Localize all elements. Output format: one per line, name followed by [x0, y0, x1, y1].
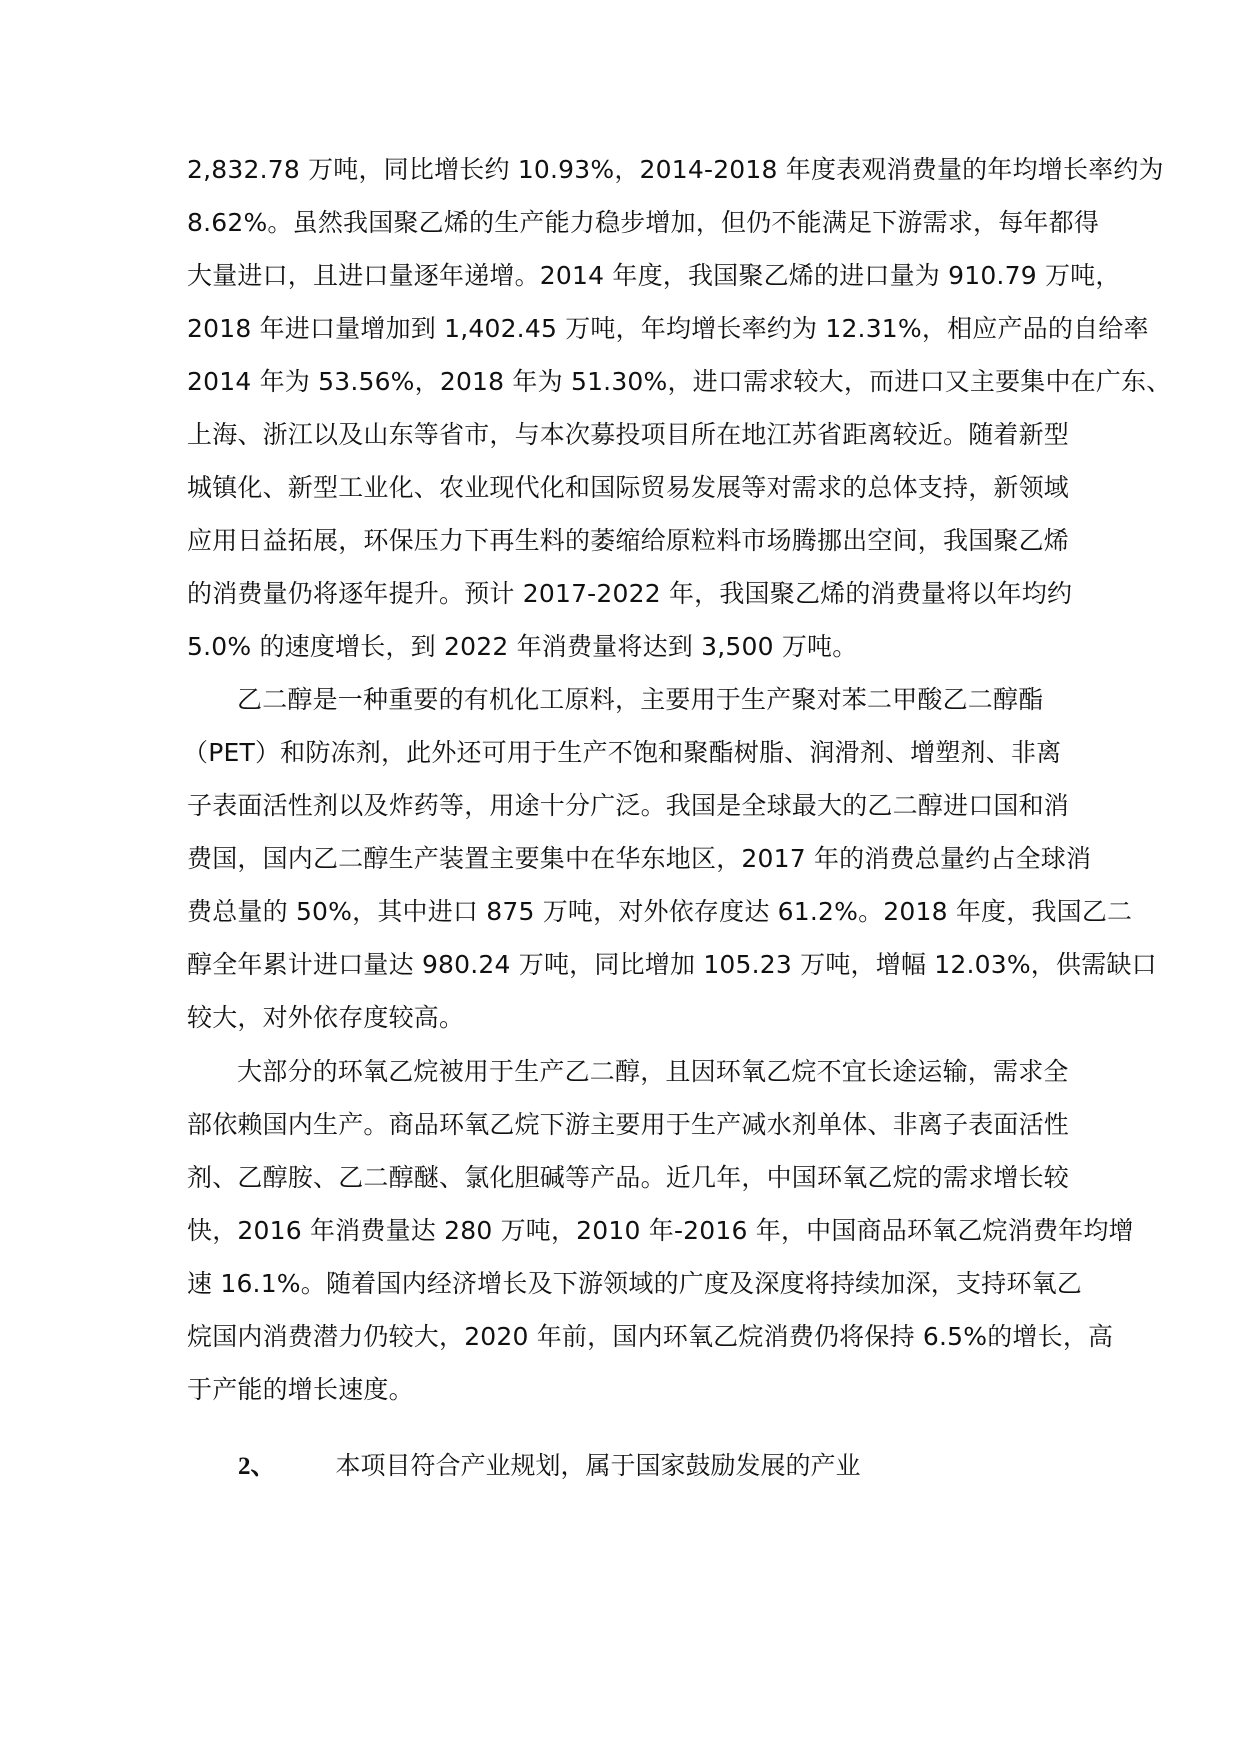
- paragraph-line: 大量进口，且进口量逐年递增。2014 年度，我国聚乙烯的进口量为 910.79 万吨，: [187, 261, 1121, 290]
- paragraph-line: （PET）和防冻剂，此外还可用于生产不饱和聚酯树脂、润滑剂、增塑剂、非离: [183, 738, 1062, 767]
- paragraph-line: 较大，对外依存度较高。: [187, 1003, 465, 1032]
- paragraph-line: 烷国内消费潜力仍较大，2020 年前，国内环氧乙烷消费仍将保持 6.5%的增长，高: [187, 1322, 1114, 1351]
- paragraph-line: 应用日益拓展，环保压力下再生料的萎缩给原粒料市场腾挪出空间，我国聚乙烯: [187, 526, 1070, 555]
- section-number: 2、: [238, 1453, 276, 1480]
- section-heading: [238, 1449, 861, 1484]
- paragraph-line: 部依赖国内生产。商品环氧乙烷下游主要用于生产减水剂单体、非离子表面活性: [187, 1110, 1070, 1139]
- paragraph-line: 乙二醇是一种重要的有机化工原料，主要用于生产聚对苯二甲酸乙二醇酯: [237, 685, 1044, 714]
- paragraph-line: 2014 年为 53.56%，2018 年为 51.30%，进口需求较大，而进口又主要集中在广东、: [187, 367, 1172, 396]
- paragraph-line: 醇全年累计进口量达 980.24 万吨，同比增加 105.23 万吨，增幅 12.03%，供需缺口: [187, 950, 1157, 979]
- paragraph-line: 8.62%。虽然我国聚乙烯的生产能力稳步增加，但仍不能满足下游需求，每年都得: [187, 208, 1100, 237]
- paragraph-line: 的消费量仍将逐年提升。预计 2017-2022 年，我国聚乙烯的消费量将以年均约: [187, 579, 1073, 608]
- paragraph-line: 费总量的 50%，其中进口 875 万吨，对外依存度达 61.2%。2018 年度，我国乙二: [187, 897, 1133, 926]
- paragraph-line: 剂、乙醇胺、乙二醇醚、氯化胆碱等产品。近几年，中国环氧乙烷的需求增长较: [187, 1163, 1070, 1192]
- paragraph-line: 2,832.78 万吨，同比增长约 10.93%，2014-2018 年度表观消费量的年均增长率约为: [187, 155, 1164, 184]
- paragraph-line: 2018 年进口量增加到 1,402.45 万吨，年均增长率约为 12.31%，相应产品的自给率: [187, 314, 1149, 343]
- paragraph-line: 5.0% 的速度增长，到 2022 年消费量将达到 3,500 万吨。: [187, 632, 858, 661]
- paragraph-line: 上海、浙江以及山东等省市，与本次募投项目所在地江苏省距离较近。随着新型: [187, 420, 1070, 449]
- paragraph-line: 子表面活性剂以及炸药等，用途十分广泛。我国是全球最大的乙二醇进口国和消: [187, 791, 1070, 820]
- paragraph-line: 速 16.1%。随着国内经济增长及下游领域的广度及深度将持续加深，支持环氧乙: [187, 1269, 1082, 1298]
- paragraph-line: 城镇化、新型工业化、农业现代化和国际贸易发展等对需求的总体支持，新领域: [187, 473, 1070, 502]
- paragraph-line: 费国，国内乙二醇生产装置主要集中在华东地区，2017 年的消费总量约占全球消: [187, 844, 1092, 873]
- paragraph-line: 于产能的增长速度。: [187, 1375, 414, 1404]
- section-title: 本项目符合产业规划，属于国家鼓励发展的产业: [335, 1451, 861, 1480]
- paragraph-line: 大部分的环氧乙烷被用于生产乙二醇，且因环氧乙烷不宜长途运输，需求全: [237, 1057, 1069, 1086]
- paragraph-line: 快，2016 年消费量达 280 万吨，2010 年-2016 年，中国商品环氧乙烷消费年均增: [187, 1216, 1134, 1245]
